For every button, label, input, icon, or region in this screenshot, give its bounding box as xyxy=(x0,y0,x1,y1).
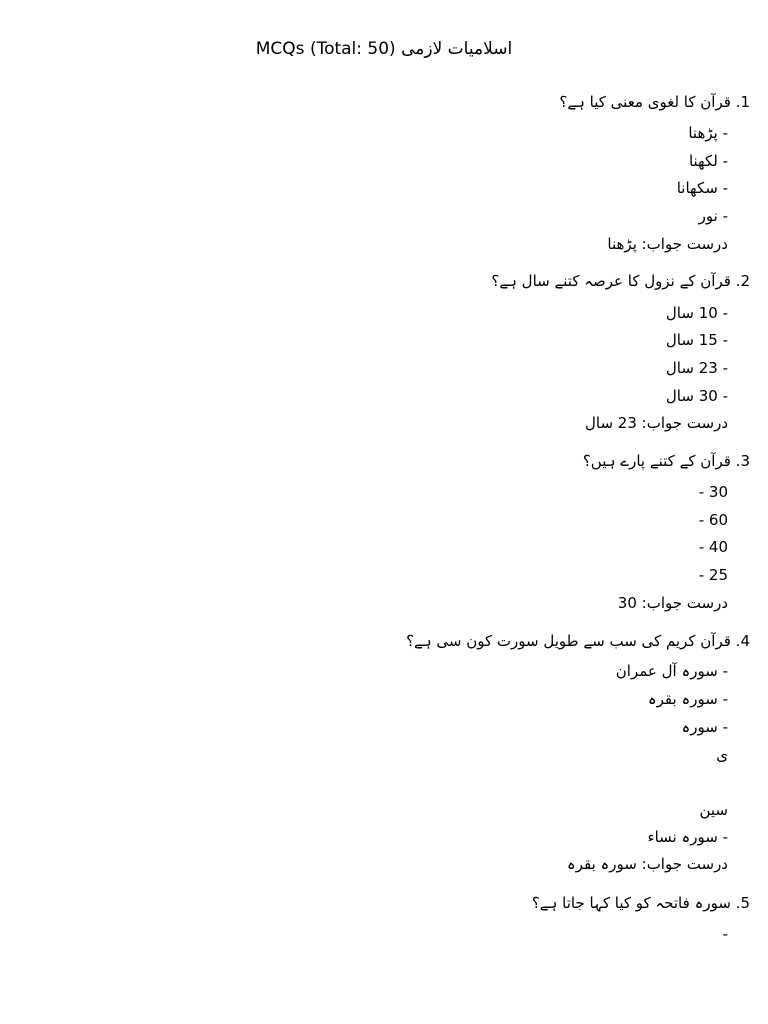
question-5-option-1: - xyxy=(722,925,728,943)
question-5-text: 5. سورہ فاتحہ کو کیا کہا جاتا ہے؟ xyxy=(531,894,750,912)
question-4-option-1: - سورہ آل عمران xyxy=(615,662,728,680)
question-3-option-1: - 30 xyxy=(698,483,728,501)
question-4-option-3: - سورہ xyxy=(681,718,728,736)
question-4-option-4: - سورہ نساء xyxy=(647,828,728,846)
question-1-option-2: - لکھنا xyxy=(688,152,728,170)
document-title: اسلامیات لازمی MCQs (Total: 50) xyxy=(255,39,513,59)
question-3-option-4: - 25 xyxy=(698,566,728,584)
question-4-option-2: - سورہ بقرہ xyxy=(647,690,728,708)
question-2-option-3: - 23 سال xyxy=(665,359,728,377)
question-4-option-3-continued: سین xyxy=(699,801,728,819)
question-4-option-3-fragment: ی xyxy=(716,746,728,764)
question-1-option-1: - پڑھنا xyxy=(688,124,728,142)
question-2-option-1: - 10 سال xyxy=(665,304,728,322)
question-2-answer: درست جواب: 23 سال xyxy=(584,414,728,432)
question-2-option-4: - 30 سال xyxy=(665,387,728,405)
question-4-answer: درست جواب: سورہ بقرہ xyxy=(566,855,728,873)
question-2-text: 2. قرآن کے نزول کا عرصہ کتنے سال ہے؟ xyxy=(491,272,750,290)
question-3-answer: درست جواب: 30 xyxy=(617,594,728,612)
question-3-text: 3. قرآن کے کتنے پارے ہیں؟ xyxy=(582,452,750,470)
question-1-text: 1. قرآن کا لغوی معنی کیا ہے؟ xyxy=(559,93,750,111)
question-3-option-3: - 40 xyxy=(698,538,728,556)
question-3-option-2: - 60 xyxy=(698,511,728,529)
question-1-option-3: - سکھانا xyxy=(676,179,728,197)
question-1-option-4: - نور xyxy=(698,207,728,225)
question-2-option-2: - 15 سال xyxy=(665,331,728,349)
question-4-text: 4. قرآن کریم کی سب سے طویل سورت کون سی ہے؟ xyxy=(406,632,750,650)
question-1-answer: درست جواب: پڑھنا xyxy=(607,235,728,253)
